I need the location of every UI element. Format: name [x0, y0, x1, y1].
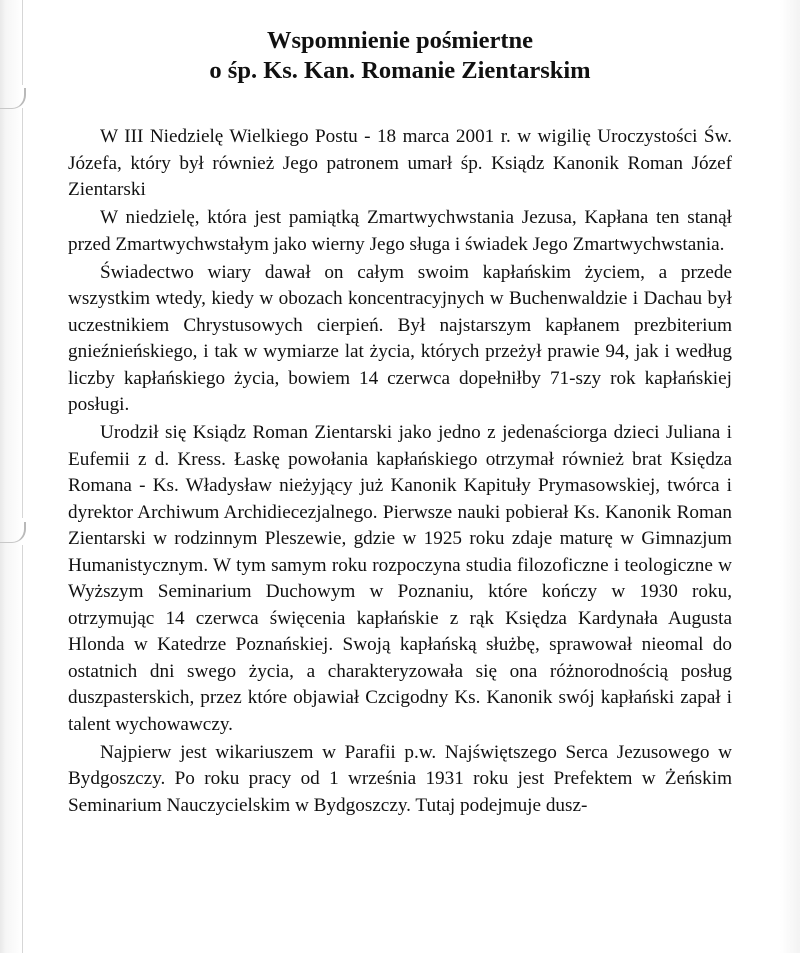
paragraph: Najpierw jest wikariuszem w Parafii p.w. Najświętszego Serca Jezusowego w Bydgoszczy. Po roku pracy od 1 września 1931 roku jest Prefektem w Żeńskim Seminarium Nauczycielskim w Bydgoszczy. Tutaj podejmuje dusz-: [68, 741, 732, 816]
binding-edge: [22, 0, 23, 85]
paragraph: Świadectwo wiary dawał on całym swoim kapłańskim życiem, a przede wszystkim wtedy, kiedy w obozach koncentracyjnych w Buchenwaldzie i Dachau był uczestnikiem Chrystusowych cierpień. Był najstarszym kapłanem prezbiterium gnieźnieńskiego, i tak w wymiarze lat życia, których przeżył prawie 94, jak i według liczby kapłańskiego życia, bowiem 14 czerwca dopełniłby 71-szy rok kapłańskiej posługi.: [68, 261, 732, 415]
binding-hole-mark: [0, 522, 26, 543]
binding-edge: [22, 545, 23, 953]
document-title: [60, 26, 740, 86]
binding-hole-mark: [0, 88, 26, 109]
document-body: [68, 124, 732, 821]
paragraph: W III Niedzielę Wielkiego Postu - 18 marca 2001 r. w wigilię Uroczystości Św. Józefa, który był również Jego patronem umarł śp. Ksiądz Kanonik Roman Józef Zientarski: [68, 126, 732, 200]
paragraph: Urodził się Ksiądz Roman Zientarski jako jedno z jedenaściorga dzieci Juliana i Eufemii z d. Kress. Łaskę powołania kapłańskiego otrzymał również brat Księdza Romana - Ks. Władysław nieżyjący już Kanonik Kapituły Prymasowskiej, twórca i dyrektor Archiwum Archidiecezjalnego. Pierwsze nauki pobierał Ks. Kanonik Roman Zientarski w rodzinnym Pleszewie, gdzie w 1925 roku zdaje maturę w Gimnazjum Humanistycznym. W tym samym roku rozpoczyna studia filozoficzne i teologiczne w Wyższym Seminarium Duchowym w Poznaniu, które kończy w 1930 roku, otrzymując 14 czerwca święcenia kapłańskie z rąk Księdza Kardynała Augusta Hlonda w Katedrze Poznańskiej. Swoją kapłańską służbę, sprawował nieomal do ostatnich dni swego życia, a charakteryzowała się ona różnorodnością posług duszpasterskich, przez które objawiał Czcigodny Ks. Kanonik swój kapłański zapał i talent wychowawczy.: [68, 422, 732, 735]
paragraph: W niedzielę, która jest pamiątką Zmartwychwstania Jezusa, Kapłana ten stanął przed Zmartwychwstałym jako wierny Jego sługa i świadek Jego Zmartwychwstania.: [68, 207, 732, 255]
title-line-2: o śp. Ks. Kan. Romanie Zientarskim: [209, 57, 591, 84]
binding-edge: [22, 108, 23, 518]
title-line-1: Wspomnienie pośmiertne: [266, 27, 534, 54]
